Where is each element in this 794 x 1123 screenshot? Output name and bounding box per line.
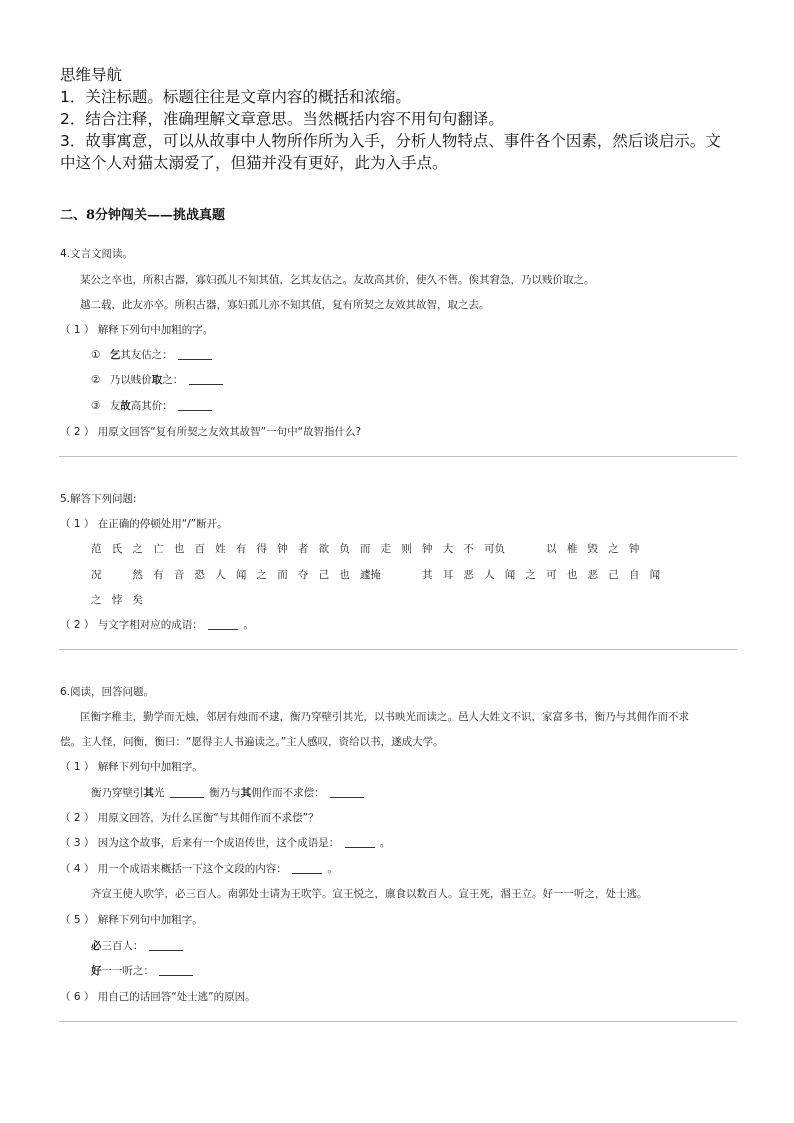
char-cell[interactable]: 之 (91, 594, 102, 606)
guide-point-3-line2: 中这个人对猫太溺爱了，但猫并没有更好，此为入手点。 (60, 154, 448, 172)
q5-sub1: （ 1 ） 在正确的停顿处用“/”断开。 (60, 518, 228, 530)
char-cell[interactable]: 姓 (215, 543, 226, 555)
char-cell[interactable]: 己 (608, 569, 619, 581)
char-cell[interactable]: 欲 (318, 543, 330, 555)
q6-sub5-item-1 (91, 938, 185, 953)
char-cell[interactable]: 之 (256, 569, 267, 581)
question-text: （ 4 ） 用一个成语来概括一下这个文段的内容： (60, 863, 287, 875)
q5-title: 5.解答下列问题: (60, 493, 137, 505)
char-cell[interactable]: 范 (91, 543, 102, 555)
q6-sub5-item-2 (91, 963, 195, 978)
answer-blank[interactable] (345, 836, 375, 848)
q5-char-row-3 (91, 592, 153, 607)
answer-blank[interactable] (149, 939, 183, 951)
q6-passage-line1: 匡衡字稚圭，勤学而无烛，邻居有烛而不逮，衡乃穿壁引其光，以书映光而读之。邑人大姓文不识，家富多书，衡乃与其佣作而不求 (80, 711, 689, 723)
char-cell[interactable]: 者 (297, 543, 309, 555)
q4-item-1 (91, 347, 214, 362)
answer-blank[interactable] (178, 348, 212, 360)
char-cell[interactable]: 人 (215, 569, 226, 581)
q4-title: 4.文言文阅读。 (60, 248, 134, 260)
q4-passage-line2: 越二载，此友亦卒。所积古器，寡妇孤儿亦不知其值，复有所契之友效其故智，取之去。 (80, 299, 490, 311)
question-text: （ 3 ） 因为这个故事，后来有一个成语传世，这个成语是： (60, 837, 340, 849)
char-cell[interactable]: 而 (277, 569, 288, 581)
char-cell[interactable]: 之 (608, 543, 619, 555)
q4-item-2 (91, 372, 225, 387)
char-cell[interactable]: 得 (256, 543, 267, 555)
char-cell[interactable]: 自 (628, 569, 640, 581)
item-text: 一一听之： (101, 965, 154, 977)
answer-blank[interactable] (208, 618, 238, 630)
punctuation: 。 (379, 837, 391, 849)
char-cell[interactable]: 百 (194, 543, 205, 555)
answer-blank[interactable] (292, 862, 322, 874)
char-cell[interactable]: 亡 (153, 543, 164, 555)
divider (59, 456, 737, 457)
item-text: 佣作而不求偿： (251, 787, 325, 799)
q6-passage-line2: 偿。主人怪，问衡，衡曰：“愿得主人书遍读之。”主人感叹，资给以书，遂成大学。 (60, 736, 444, 748)
item-number: ③ (91, 400, 101, 412)
char-cell[interactable]: 可 (546, 569, 557, 581)
bold-char: 必 (91, 940, 102, 952)
char-cell[interactable]: 氏 (111, 543, 123, 555)
punctuation: 。 (243, 619, 254, 631)
char-cell[interactable]: 钟 (422, 543, 433, 555)
char-cell[interactable]: 闻 (649, 569, 661, 581)
question-text: （ 2 ） 与文字相对应的成语： (60, 619, 203, 631)
punctuation: 。 (327, 863, 338, 875)
q4-passage-line1: 某公之卒也，所积古器，寡妇孤儿不知其值，乞其友估之。友故高其价，使久不售。俟其窘急，乃以贱价取之。 (80, 274, 595, 286)
char-cell[interactable]: 可负 (484, 543, 506, 555)
guide-point-1: 1．关注标题。标题往往是文章内容的概括和浓缩。 (60, 88, 411, 106)
item-text: 光 (154, 787, 165, 799)
answer-blank[interactable] (159, 964, 193, 976)
divider (59, 649, 737, 650)
answer-blank[interactable] (189, 373, 223, 385)
char-cell[interactable]: 之 (525, 569, 536, 581)
char-cell[interactable]: 耳 (442, 569, 454, 581)
char-cell[interactable]: 夺 (297, 569, 309, 581)
char-cell[interactable]: 悖 (111, 594, 123, 606)
q6-title: 6.阅读，回答问题。 (60, 686, 155, 698)
char-cell[interactable]: 不 (463, 543, 474, 555)
answer-blank[interactable] (178, 399, 212, 411)
q5-char-row-1 (91, 541, 650, 556)
char-cell[interactable]: 大 (442, 543, 454, 555)
char-cell[interactable]: 闻 (504, 569, 516, 581)
char-cell[interactable]: 钟 (628, 543, 640, 555)
answer-blank[interactable] (170, 786, 204, 798)
char-cell[interactable]: 恐 (194, 569, 205, 581)
char-cell[interactable]: 毁 (587, 543, 599, 555)
bold-char: 乞 (109, 349, 121, 361)
q4-item-3 (91, 398, 214, 413)
char-cell[interactable]: 则 (401, 543, 412, 555)
char-cell[interactable]: 之 (132, 543, 143, 555)
char-cell[interactable]: 有 (235, 543, 247, 555)
item-text: 其友估之： (120, 349, 173, 361)
char-cell[interactable]: 负 (339, 543, 350, 555)
char-cell[interactable]: 以 (546, 543, 557, 555)
q6-sub4 (60, 861, 338, 876)
bold-char: 其 (240, 787, 252, 799)
char-cell[interactable]: 椎 (566, 543, 578, 555)
answer-blank[interactable] (330, 786, 364, 798)
item-text: 三百人： (101, 940, 144, 952)
item-text: 衡乃穿壁引 (91, 787, 144, 799)
q6-sub5: （ 5 ） 解释下列句中加粗字。 (60, 914, 203, 926)
char-cell[interactable]: 闻 (235, 569, 247, 581)
item-text: 高其价： (130, 400, 173, 412)
item-text: 乃以贱价 (109, 374, 152, 386)
section-title: 二、8分钟闯关——挑战真题 (60, 208, 226, 223)
char-cell[interactable]: 然 (132, 569, 143, 581)
q6-sub3 (60, 835, 390, 850)
char-cell[interactable]: 钟 (277, 543, 288, 555)
q5-char-row-2 (91, 567, 670, 582)
q6-sub1: （ 1 ） 解释下列句中加粗字。 (60, 761, 203, 773)
char-cell[interactable]: 有 (153, 569, 164, 581)
item-text: 衡乃与 (209, 787, 241, 799)
char-cell[interactable]: 遽掩 (359, 569, 381, 581)
item-number: ① (91, 349, 101, 361)
char-cell[interactable]: 也 (173, 543, 185, 555)
q5-sub2 (60, 617, 254, 632)
q6-passage-2: 齐宣王使人吹竽，必三百人。南郭处士请为王吹竽。宣王悦之，廪食以数百人。宣王死，湣王立。好一一听之，处士逃。 (91, 888, 648, 900)
q6-sub2: （ 2 ） 用原文回答，为什么匡衡“与其佣作而不求偿”？ (60, 812, 319, 824)
char-cell[interactable]: 走 (380, 543, 392, 555)
guide-point-2: 2．结合注释，准确理解文章意思。当然概括内容不用句句翻译。 (60, 110, 504, 128)
bold-char: 故 (120, 400, 131, 412)
guide-point-3-line1: 3．故事寓意，可以从故事中人物所作所为入手，分析人物特点、事件各个因素，然后谈启示。文 (60, 132, 721, 150)
char-cell[interactable]: 其 (422, 569, 433, 581)
bold-char: 其 (143, 787, 154, 799)
char-cell[interactable]: 人 (484, 569, 495, 581)
item-number: ② (91, 374, 101, 386)
char-cell[interactable]: 恶 (587, 569, 599, 581)
char-cell[interactable]: 己 (318, 569, 330, 581)
q4-sub1: （ 1 ） 解释下列句中加粗的字。 (60, 324, 214, 336)
char-cell[interactable]: 矣 (132, 594, 143, 606)
char-cell[interactable]: 也 (339, 569, 350, 581)
char-cell[interactable]: 而 (359, 543, 371, 555)
divider (59, 1021, 737, 1022)
char-cell[interactable]: 恶 (463, 569, 474, 581)
q6-sub6: （ 6 ） 用自己的话回答“处士逃”的原因。 (60, 991, 256, 1003)
q4-sub2: （ 2 ） 用原文回答“复有所契之友效其故智”一句中“故智指什么? (60, 426, 362, 438)
item-text: 之： (162, 374, 184, 386)
char-cell[interactable]: 音 (173, 569, 185, 581)
bold-char: 取 (151, 374, 163, 386)
guide-title: 思维导航 (60, 66, 123, 84)
char-cell[interactable]: 况 (91, 569, 102, 581)
item-text: 友 (109, 400, 121, 412)
q6-sub1-items (91, 785, 366, 800)
bold-char: 好 (91, 965, 102, 977)
char-cell[interactable]: 也 (566, 569, 578, 581)
